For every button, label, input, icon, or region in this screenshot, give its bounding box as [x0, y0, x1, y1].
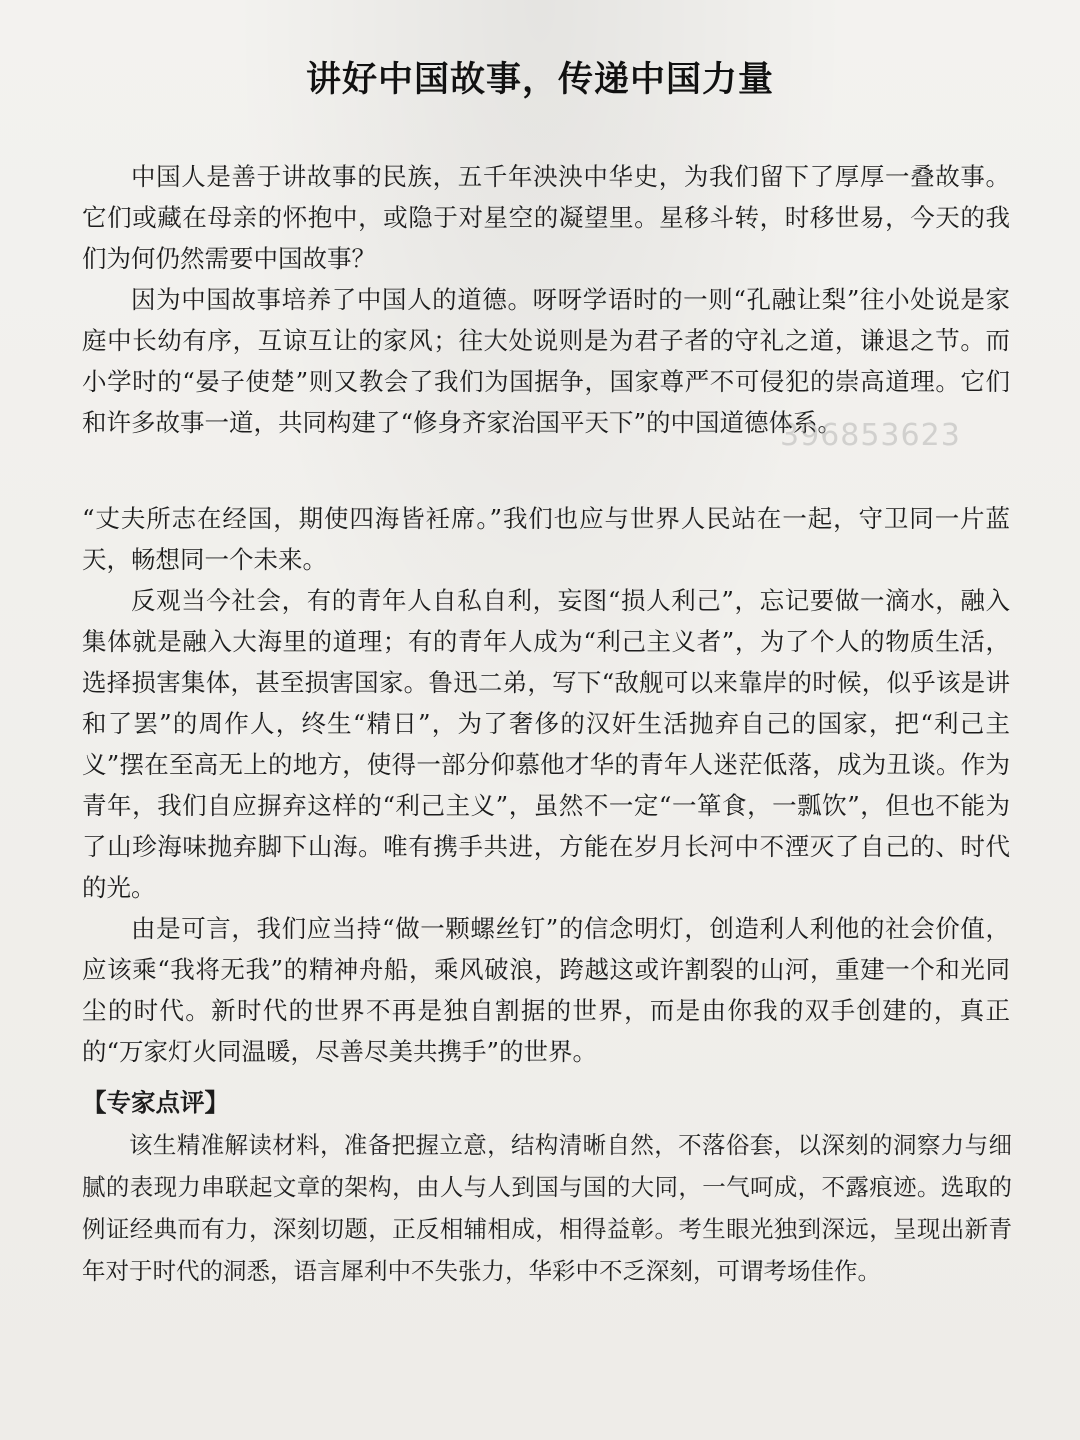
essay-body-top: [82, 156, 1010, 443]
essay-body-bottom: [82, 498, 1010, 1072]
watermark-text: 396853623: [780, 418, 961, 453]
expert-review-heading: 【专家点评】: [82, 1088, 229, 1117]
expert-review-text: 该生精准解读材料，准备把握立意，结构清晰自然，不落俗套，以深刻的洞察力与细腻的表现力串联起文章的架构，由人与人到国与国的大同，一气呵成，不露痕迹。选取的例证经典而有力，深刻切题，正反相辅相成，相得益彰。考生眼光独到深远，呈现出新青年对于时代的洞悉，语言犀利中不失张力，华彩中不乏深刻，可谓考场佳作。: [82, 1131, 1012, 1285]
essay-paragraph: “丈夫所志在经国，期使四海皆衽席。”我们也应与世界人民站在一起，守卫同一片蓝天，畅想同一个未来。: [82, 504, 1010, 574]
essay-paragraph: 反观当今社会，有的青年人自私自利，妄图“损人利己”，忘记要做一滴水，融入集体就是融入大海里的道理；有的青年人成为“利己主义者”，为了个人的物质生活，选择损害集体，甚至损害国家。鲁迅二弟，写下“敌舰可以来靠岸的时候，似乎该是讲和了罢”的周作人，终生“精日”，为了奢侈的汉奸生活抛弃自己的国家，把“利己主义”摆在至高无上的地方，使得一部分仰慕他才华的青年人迷茫低落，成为丑谈。作为青年，我们自应摒弃这样的“利己主义”，虽然不一定“一箪食，一瓢饮”，但也不能为了山珍海味抛弃脚下山海。唯有携手共进，方能在岁月长河中不湮灭了自己的、时代的光。: [82, 586, 1010, 902]
essay-paragraph: 因为中国故事培养了中国人的道德。呀呀学语时的一则“孔融让梨”往小处说是家庭中长幼有序，互谅互让的家风；往大处说则是为君子者的守礼之道，谦退之节。而小学时的“晏子使楚”则又教会了我们为国据争，国家尊严不可侵犯的崇高道理。它们和许多故事一道，共同构建了“修身齐家治国平天下”的中国道德体系。: [82, 285, 1010, 437]
essay-paragraph: 中国人是善于讲故事的民族，五千年泱泱中华史，为我们留下了厚厚一叠故事。它们或藏在母亲的怀抱中，或隐于对星空的凝望里。星移斗转，时移世易，今天的我们为何仍然需要中国故事？: [82, 162, 1010, 273]
essay-title: 讲好中国故事，传递中国力量: [305, 60, 774, 100]
essay-paragraph: 由是可言，我们应当持“做一颗螺丝钉”的信念明灯，创造利人利他的社会价值，应该乘“我将无我”的精神舟船，乘风破浪，跨越这或许割裂的山河，重建一个和光同尘的时代。新时代的世界不再是独自割据的世界，而是由你我的双手创建的，真正的“万家灯火同温暖，尽善尽美共携手”的世界。: [82, 914, 1010, 1066]
